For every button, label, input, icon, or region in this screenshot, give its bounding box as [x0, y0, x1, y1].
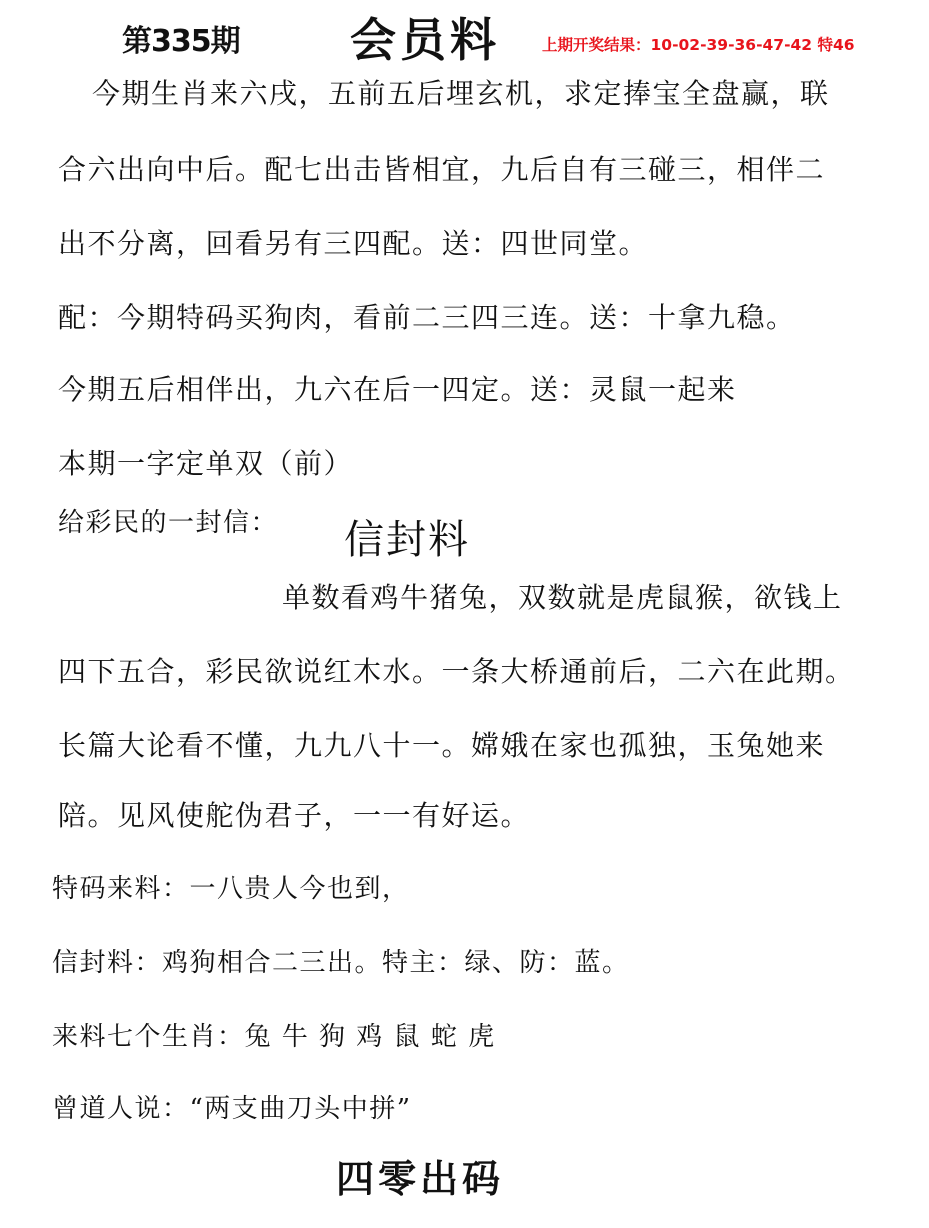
taoist-saying-line: 曾道人说：“两支曲刀头中拼”: [52, 1094, 412, 1124]
single-double-line: 本期一字定单双（前）: [58, 447, 354, 480]
letter-intro: 给彩民的一封信：: [58, 508, 279, 538]
letter-line-1: 单数看鸡牛猪兔，双数就是虎鼠猴，欲钱上: [282, 581, 843, 614]
last-draw-result: 上期开奖结果：10-02-39-36-47-42 特46: [542, 36, 855, 54]
special-code-line: 特码来料：一八贵人今也到，: [52, 874, 410, 904]
letter-line-4: 陪。见风使舵伪君子，一一有好运。: [58, 799, 531, 832]
poem-line-1: 今期生肖来六戌，五前五后埋玄机，求定捧宝全盘赢，联: [92, 77, 830, 110]
letter-line-2: 四下五合，彩民欲说红木水。一条大桥通前后，二六在此期。: [58, 655, 855, 688]
five-back-line: 今期五后相伴出，九六在后一四定。送：灵鼠一起来: [58, 373, 737, 406]
letter-title: 信封料: [344, 517, 470, 563]
envelope-line: 信封料：鸡狗相合二三出。特主：绿、防：蓝。: [52, 948, 630, 978]
poem-line-2: 合六出向中后。配七出击皆相宜，九后自有三碰三，相伴二: [58, 153, 826, 186]
seven-zodiac-line: 来料七个生肖：兔 牛 狗 鸡 鼠 蛇 虎: [52, 1022, 496, 1052]
pei-line: 配：今期特码买狗肉，看前二三四三连。送：十拿九稳。: [58, 301, 796, 334]
issue-number: 第335期: [122, 24, 240, 59]
letter-line-3: 长篇大论看不懂，九九八十一。嫦娥在家也孤独，玉兔她来: [58, 729, 826, 762]
footer-title: 四零出码: [336, 1156, 505, 1201]
poem-line-3: 出不分离，回看另有三四配。送：四世同堂。: [58, 227, 649, 260]
page-title: 会员料: [350, 13, 500, 67]
